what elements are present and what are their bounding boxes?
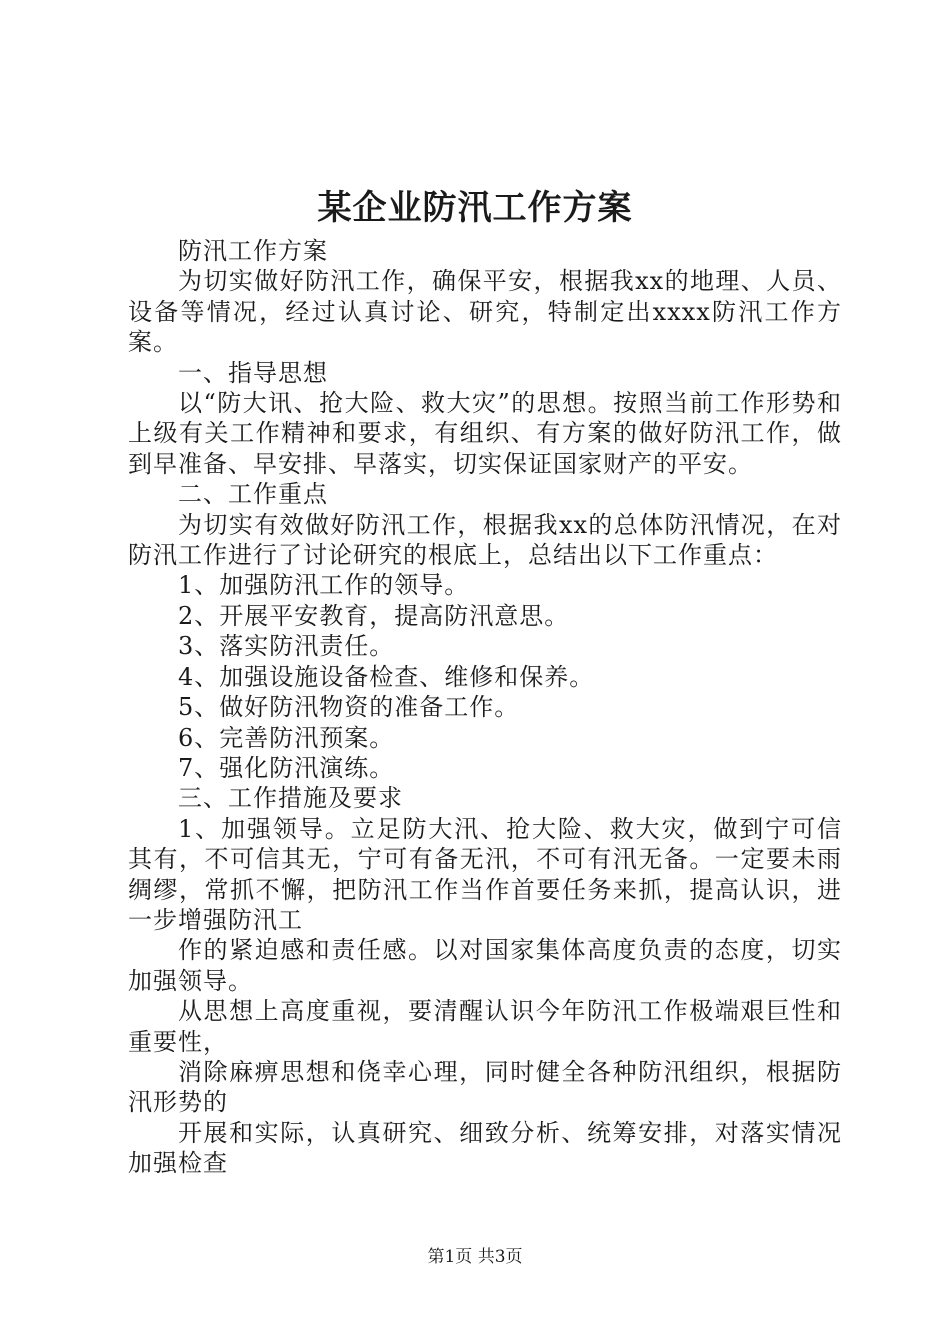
section-heading: 二、工作重点 bbox=[178, 480, 328, 509]
paragraph: 消除麻痹思想和侥幸心理，同时健全各种防汛组织，根据防汛形势的 bbox=[128, 1057, 842, 1117]
section-heading: 三、工作措施及要求 bbox=[178, 784, 403, 813]
list-item: 6、完善防汛预案。 bbox=[178, 723, 395, 752]
list-item: 4、加强设施设备检查、维修和保养。 bbox=[178, 662, 595, 691]
paragraph: 从思想上高度重视，要清醒认识今年防汛工作极端艰巨性和重要性， bbox=[128, 997, 842, 1056]
list-item: 5、做好防汛物资的准备工作。 bbox=[178, 693, 520, 722]
paragraph: 1、加强领导。立足防大汛、抢大险、救大灾，做到宁可信其有，不可信其无，宁可有备无汛，不可有汛无备。一定要未雨绸缪，常抓不懈，把防汛工作当作首要任务来抓，提高认识，进一步增强防汛工 bbox=[128, 814, 842, 934]
list-item: 2、开展平安教育，提高防汛意思。 bbox=[178, 601, 570, 630]
paragraph: 作的紧迫感和责任感。以对国家集体高度负责的态度，切实加强领导。 bbox=[128, 936, 842, 995]
paragraph: 为切实做好防汛工作，确保平安，根据我xx的地理、人员、设备等情况，经过认真讨论、研究，特制定出xxxx防汛工作方案。 bbox=[128, 267, 842, 357]
document-title: 某企业防汛工作方案 bbox=[317, 188, 633, 228]
document-body bbox=[128, 236, 842, 1179]
paragraph: 开展和实际，认真研究、细致分析、统筹安排，对落实情况加强检查 bbox=[128, 1118, 842, 1178]
list-item: 3、落实防汛责任。 bbox=[178, 632, 395, 661]
page-footer: 第1页 共3页 bbox=[427, 1247, 523, 1267]
paragraph: 防汛工作方案 bbox=[178, 237, 328, 265]
list-item: 7、强化防汛演练。 bbox=[178, 753, 395, 782]
paragraph: 为切实有效做好防汛工作，根据我xx的总体防汛情况，在对防汛工作进行了讨论研究的根底上，总结出以下工作重点： bbox=[128, 510, 842, 570]
paragraph: 以“防大讯、抢大险、救大灾”的思想。按照当前工作形势和上级有关工作精神和要求，有组织、有方案的做好防汛工作，做到早准备、早安排、早落实，切实保证国家财产的平安。 bbox=[128, 389, 842, 478]
list-item: 1、加强防汛工作的领导。 bbox=[178, 571, 470, 600]
section-heading: 一、指导思想 bbox=[178, 358, 328, 387]
